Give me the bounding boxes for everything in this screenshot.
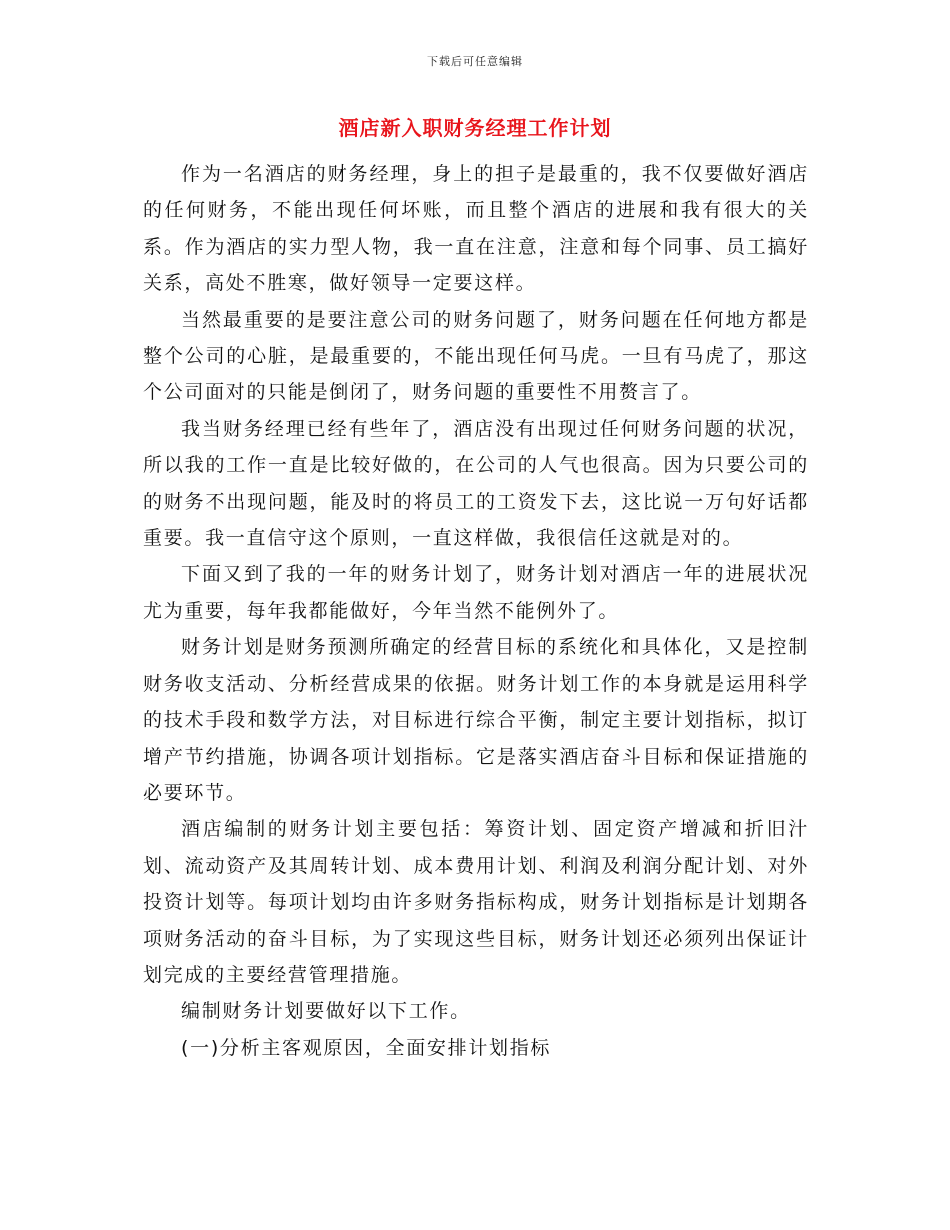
paragraph: 编制财务计划要做好以下工作。 [181, 1000, 471, 1023]
paragraph: 下面又到了我的一年的财务计划了，财务计划对酒店一年的进展状况尤为重要，每年我都能做好，今年当然不能例外了。 [143, 563, 809, 622]
paragraph: 当然最重要的是要注意公司的财务问题了，财务问题在任何地方都是整个公司的心脏，是最重要的，不能出现任何马虎。一旦有马虎了，那这个公司面对的只能是倒闭了，财务问题的重要性不用赘言了。 [143, 308, 809, 404]
paragraph: 我当财务经理已经有些年了，酒店没有出现过任何财务问题的状况，所以我的工作一直是比较好做的，在公司的人气也很高。因为只要公司的的财务不出现问题，能及时的将员工的工资发下去，这比说一万句好话都重要。我一直信守这个原则，一直这样做，我很信任这就是对的。 [143, 417, 809, 550]
section-heading: (一)分析主客观原因，全面安排计划指标 [181, 1036, 552, 1059]
paragraph: 酒店编制的财务计划主要包括：筹资计划、固定资产增减和折旧汁划、流动资产及其周转计划、成本费用计划、利润及利润分配计划、对外投资计划等。每项计划均由许多财务指标构成，财务计划指标是计划期各项财务活动的奋斗目标，为了实现这些目标，财务计划还必须列出保证计划完成的主要经营管理措施。 [143, 818, 809, 986]
header-note: 下载后可任意编辑 [427, 55, 523, 68]
paragraph: 作为一名酒店的财务经理，身上的担子是最重的，我不仅要做好酒店的任何财务，不能出现任何坏账，而且整个酒店的进展和我有很大的关系。作为酒店的实力型人物，我一直在注意，注意和每个同事、员工搞好关系，高处不胜寒，做好领导一定要这样。 [143, 163, 809, 295]
paragraph: 财务计划是财务预测所确定的经营目标的系统化和具体化，又是控制财务收支活动、分析经营成果的依据。财务计划工作的本身就是运用科学的技术手段和数学方法，对目标进行综合平衡，制定主要计划指标，拟订增产节约措施，协调各项计划指标。它是落实酒店奋斗目标和保证措施的必要环节。 [143, 636, 809, 804]
document-title: 酒店新入职财务经理工作计划 [338, 116, 612, 140]
document-body [143, 156, 809, 1066]
